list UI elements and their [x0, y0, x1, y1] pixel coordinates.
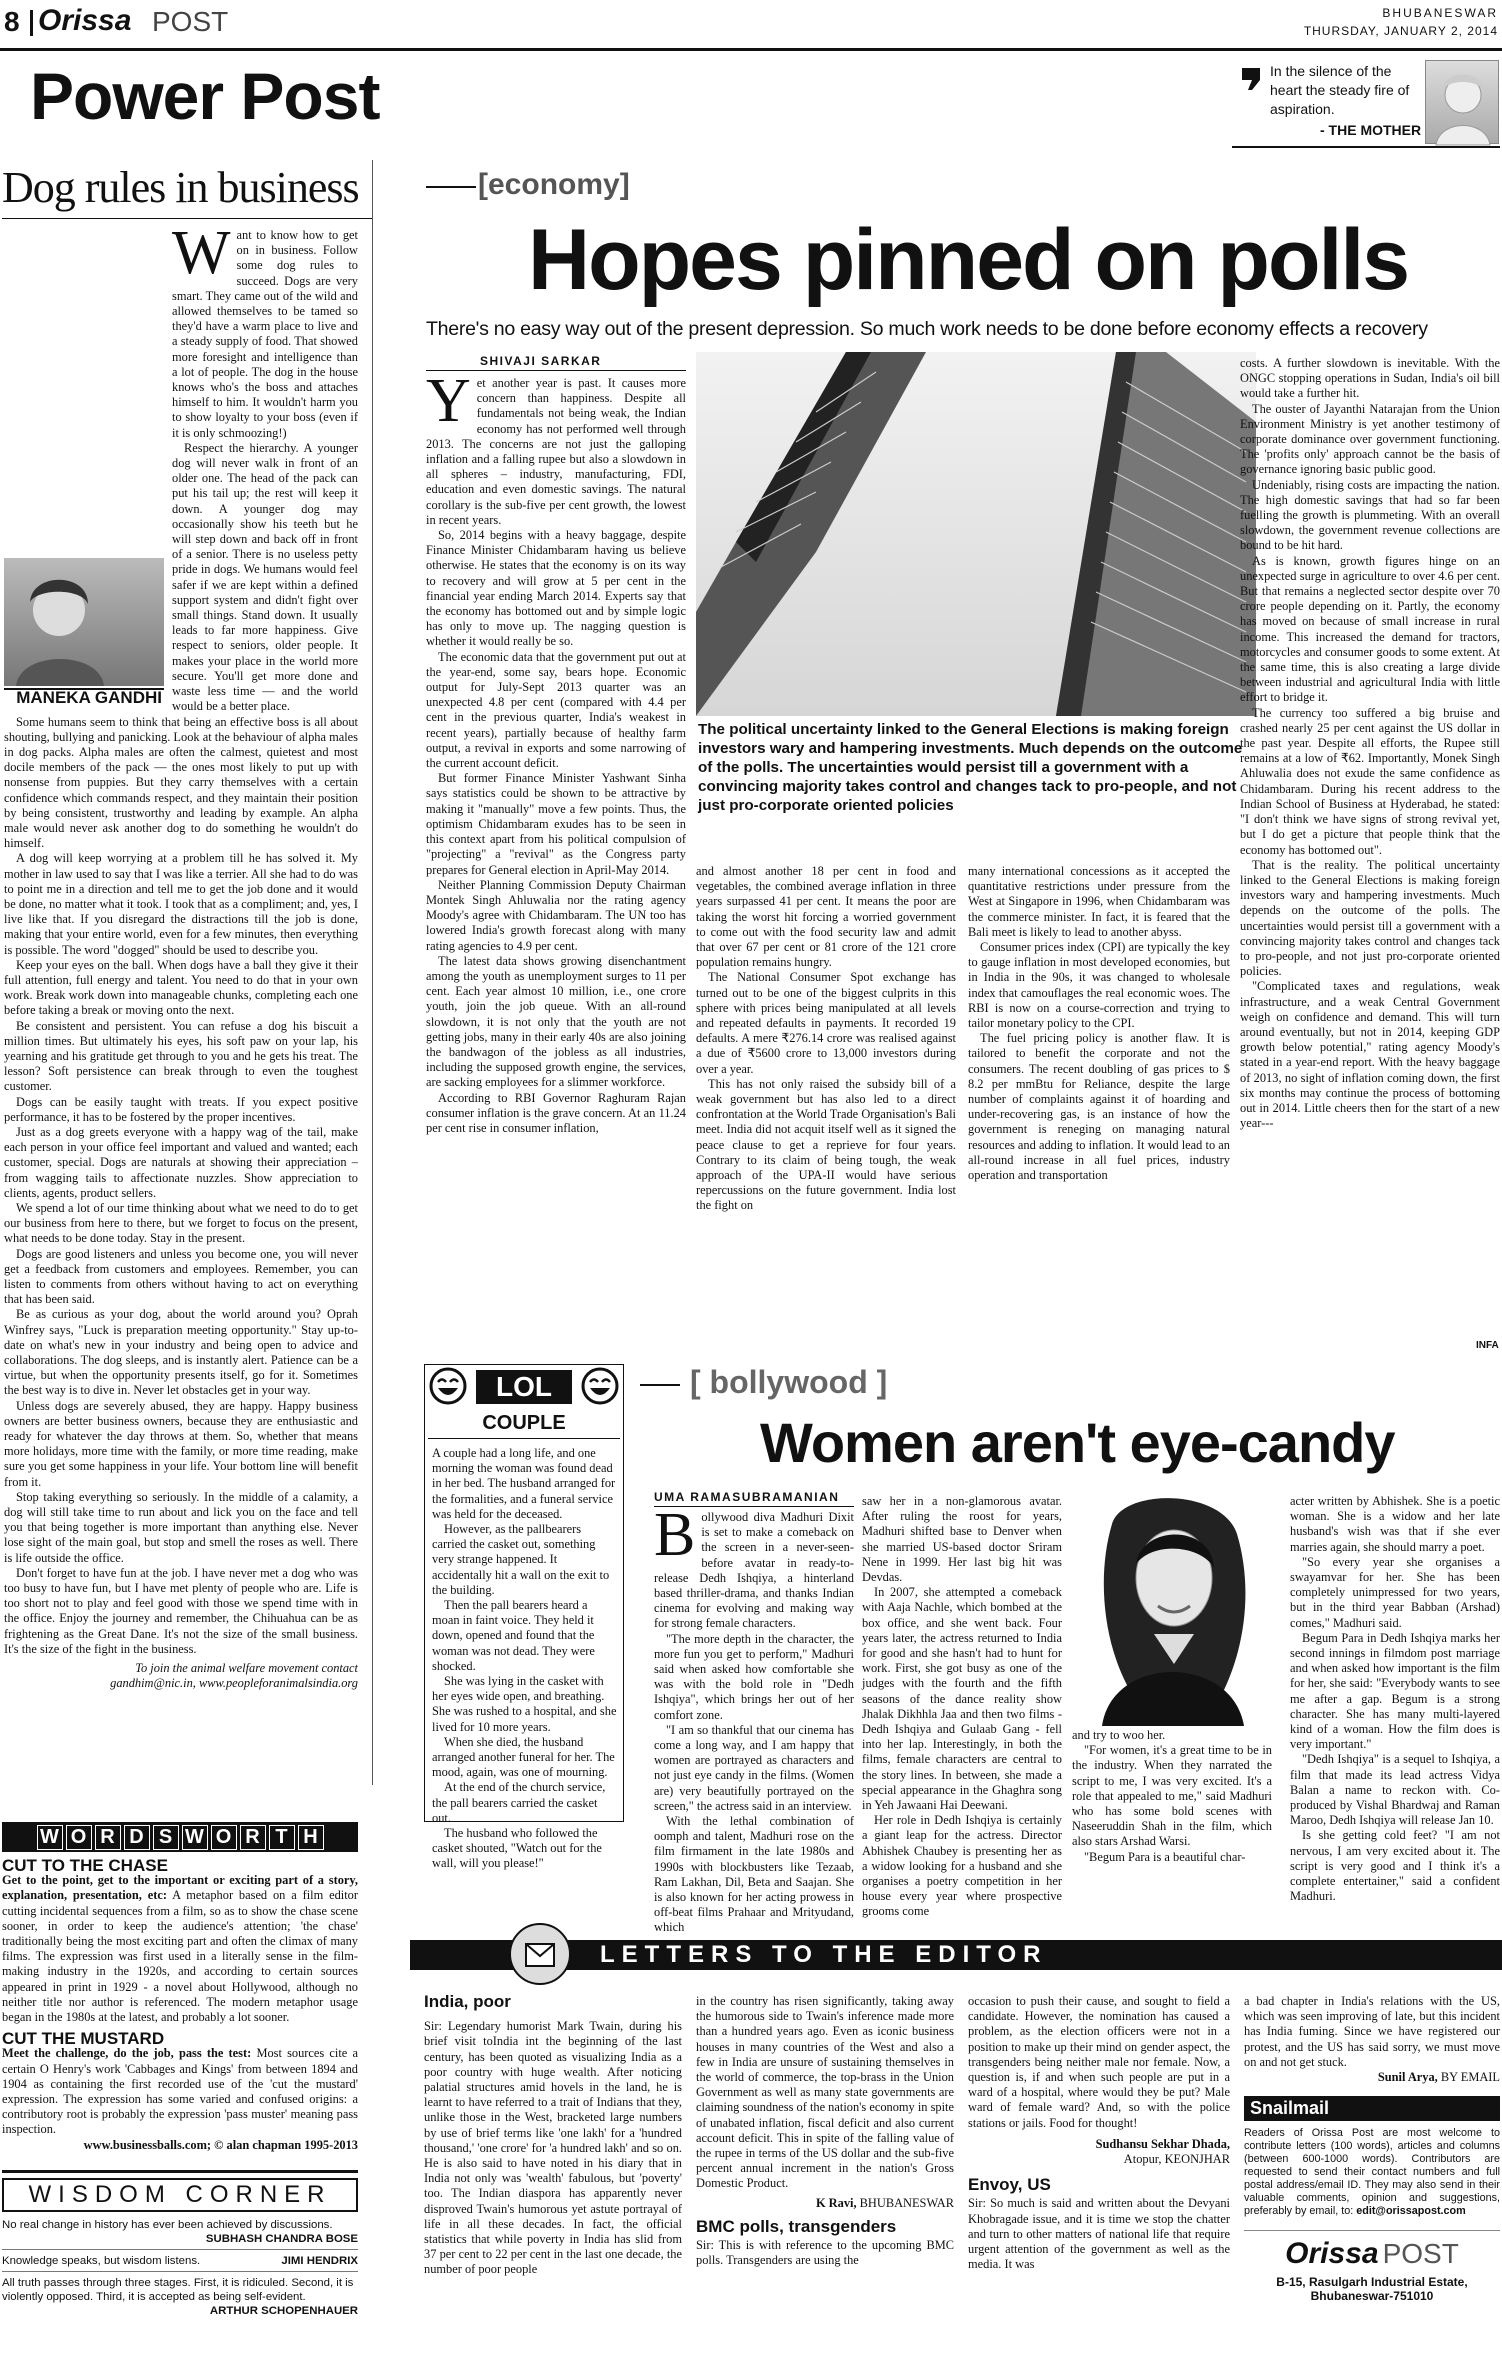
wordsworth-letter: R — [95, 1825, 121, 1850]
page-number: 8 — [4, 6, 20, 37]
lol-paragraph: However, as the pallbearers carried the casket out, something very strange happened. It accidentally hit a wall on the exit to the building. — [432, 1522, 610, 1597]
snailmail-brand-post: POST — [1382, 2238, 1459, 2269]
wordsworth-credit: www.businessballs.com; © alan chapman 1995-2013 — [83, 2137, 358, 2152]
bollywood-paragraph: Is she getting cold feet? "I am not nervous, I am very excited about it. The script is very good and I think it's a complete entertainer," said a confident Madhuri. — [1290, 1828, 1500, 1904]
economy-paragraph: Yet another year is past. It causes more concern than happiness. Despite all fundamentals not being weak, the Indian economy has not performed well through 2013. The concerns are not just the galloping inflation and a falling rupee but also a slowdown in all spheres – industry, manufacturing, FDI, education and even domestic savings. The natural corollary is the sub-five per cent growth, the lowest in recent years. — [426, 367, 686, 527]
letter-title: Envoy, US — [968, 2175, 1051, 2195]
economy-paragraph: The latest data shows growing disenchantment among the youth as unemployment surges to 11 per cent. Each year almost 10 million, i.e., one crore youth, join the job queue. With an all-round slowdown, it is not only that the youth are not getting jobs, many in their early 40s are also joining the bandwagon of the jobless as all industries, including the supposed growth engine, the services, are sacking employees for a slimmer workforce. — [426, 953, 686, 1090]
snailmail-text — [1244, 2127, 1500, 2218]
wordsworth-letter: H — [298, 1825, 324, 1850]
bollywood-paragraph: With the lethal combination of oomph and talent, Madhuri rose on the film firmament in the late 1980s and 1990s with blockbusters like Tezaab, Ram Lakhan, Dil, Beta and Saajan. She is also known for her acting prowess in off-beat films Prahaar and Mrityudand, which — [654, 1814, 854, 1935]
wordsworth-entry — [2, 2046, 358, 2137]
section-title: Power Post — [30, 59, 380, 133]
dog-signoff-contact: gandhim@nic.in, www.peopleforanimalsindia.org — [110, 1676, 358, 1691]
dog-paragraph: Some humans seem to think that being an effective boss is all about shouting, bullying and panicking. Look at the behaviour of alpha males in dog packs. Alpha males are often the calmest, quietest and most docile members of the pack — the ones most likely to put up with nonsense from puppies. But they carry themselves with a certain confidence which commands respect, and they maintain their position by being consistent, trustworthy and leading by example. An alpha male would never ask another dog to do something he wouldn't do himself. — [4, 714, 358, 851]
letter-signature: K Ravi, — [815, 2195, 857, 2210]
wordsworth-entry — [2, 1873, 358, 2025]
dog-paragraph: We spend a lot of our time thinking about what we need to do to get our business from here to there, but we forget to focus on the present, what needs to be done today. Stay in the present. — [4, 1201, 358, 1246]
wordsworth-text: Most sources cite a certain O Henry's work 'Cabbages and Kings' from between 1894 and 1904 as containing the first recorded use of the 'cut the mustard' expression. The expression has some varied and confused origins: a contributory root is probably the expression 'pass muster' meaning pass inspection. — [2, 2046, 358, 2137]
skyscraper-photo — [696, 352, 1256, 716]
page-masthead — [0, 0, 1502, 48]
laughing-face-icon — [580, 1366, 620, 1406]
snailmail-address-line2: Bhubaneswar-751010 — [1310, 2289, 1434, 2303]
bollywood-kicker-line — [640, 1384, 680, 1386]
wisdom-quote-author: SUBHASH CHANDRA BOSE — [2, 2232, 358, 2250]
bollywood-paragraph: "Begum Para is a beautiful char- — [1084, 1849, 1246, 1864]
bollywood-paragraph: saw her in a non-glamorous avatar. After ruling the roost for years, Madhuri shifted base to Denver when she married US-based doctor Sriram Nene in 1999. Her last big hit was Devdas. — [862, 1494, 1062, 1585]
bollywood-col-3 — [1072, 1728, 1272, 1864]
lol-body — [432, 1446, 618, 1872]
maneka-gandhi-photo — [4, 558, 164, 686]
lol-label: LOL — [476, 1370, 572, 1404]
wordsworth-letter: R — [240, 1825, 266, 1850]
wisdom-quote-text: Knowledge speaks, but wisdom listens. — [2, 2255, 201, 2267]
economy-col-3 — [968, 864, 1230, 1358]
wisdom-quote-author: ARTHUR SCHOPENHAUER — [209, 2305, 358, 2317]
letter-place: Atopur, KEONJHAR — [1123, 2152, 1230, 2167]
bollywood-paragraph: Begum Para in Dedh Ishqiya marks her second innings in filmdom post marriage and when asked how important is the film for her, she said: "Everybody wants to see me after a gap. Begum is a strong character. She has many multi-layered kind of a woman. How the film does is very important." — [1290, 1630, 1500, 1752]
quote-author: - THE MOTHER — [1320, 122, 1422, 138]
economy-paragraph: The economic data that the government put out at the year-end, some say, bears hope. Economic output for July-Sept 2013 quarter was an unexpected 4.8 per cent (compared with 4.4 per cent in the previous quarter, India's weakest in recent years), partially because of healthy farm output, a revival in exports and some narrowing of the current account deficit. — [426, 649, 686, 771]
letter-title: BMC polls, transgenders — [696, 2216, 897, 2236]
wordsworth-letter: O — [66, 1825, 92, 1850]
bollywood-col-1 — [654, 1501, 854, 1935]
dog-paragraph: Dogs are good listeners and unless you become one, you will never get a feedback from customers and employees. Remember, you can listen to comments from others without having to act on everything that has been said. — [4, 1246, 358, 1307]
quote-icon — [1240, 66, 1262, 92]
bollywood-paragraph: "So every year she organises a swayamvar for her. She has been completely unimpressed for two years, but in the third year Babban (Arshad) comes," Madhuri said. — [1290, 1554, 1500, 1630]
economy-col-2 — [696, 864, 956, 1358]
letter-place: BY EMAIL — [1440, 2070, 1500, 2085]
dog-paragraph: Don't forget to have fun at the job. I have never met a dog who was too busy to have fun, but I have met plenty of people who are. Life is too short not to play and feel good with those we spend time with in the office. Enjoy the journey and remember, the Chihuahua can be as frightening as the Great Dane. It's not the size of the small business. It's the size of the fight in the business. — [4, 1565, 358, 1656]
dog-byline: MANEKA GANDHI — [4, 688, 164, 705]
economy-paragraph: As is known, growth figures hinge on an unexpected surge in agriculture to over 4.6 per cent. But that remains a neglected sector despite over 70 crore people depending on it. Partly, the economy has moved on because of small increase in rural income. This increased the demand for tractors, motorcycles and consumer goods to some extent. At the same time, this is also creating a large divide between industrial and agricultural India with little effort to bridge it. — [1240, 553, 1500, 705]
bollywood-kicker-text: bollywood — [709, 1364, 868, 1400]
lol-paragraph: At the end of the church service, the pall bearers carried the casket out. — [432, 1780, 606, 1825]
bollywood-col-4 — [1290, 1494, 1500, 1904]
bollywood-paragraph: "For women, it's a great time to be in the industry. When they narrated the script to me, I was very excited. It's a role that appealed to me," said Madhuri who has some bold scenes with Naseeruddin Shah in the film, which also stars Arshad Warsi. — [1072, 1743, 1272, 1849]
the-mother-portrait — [1425, 60, 1499, 144]
bollywood-paragraph: acter written by Abhishek. She is a poetic woman. She is a widow and her late husband's wish was that if she ever marries again, she should marry a poet. — [1290, 1494, 1500, 1554]
dog-headline: Dog rules in business — [2, 163, 359, 212]
letter-signature: Sunil Arya, — [1377, 2070, 1438, 2085]
letters-col-2 — [696, 1994, 954, 2268]
madhuri-dixit-photo — [1072, 1494, 1272, 1726]
lol-paragraph: She was lying in the casket with her eyes wide open, and breathing. She was rushed to a hospital, and she lived for 10 more years. — [432, 1674, 617, 1734]
snailmail-body: Readers of Orissa Post are most welcome to contribute letters (100 words), articles and columns (between 600-1000 words). Contributors are requested to send their contact numbers and full postal address/email ID. They may also send in their valuable comments, opinion and suggestions, preferably by email, to: — [1244, 2127, 1500, 2217]
wisdom-quotes — [2, 2218, 358, 2318]
letter-signature: Sudhansu Sekhar Dhada, — [1095, 2136, 1230, 2151]
wordsworth-letter: O — [211, 1825, 237, 1850]
wordsworth-letter: S — [153, 1825, 179, 1850]
bollywood-paragraph: "Dedh Ishqiya" is a sequel to Ishqiya, a film that made its lead actress Vidya Balan a name to reckon with. Co-produced by Vishal Bhardwaj and Raman Maroo, Dedh Ishqiya will release Jan 10. — [1290, 1752, 1500, 1828]
letter-body: a bad chapter in India's relations with the US, which was seen improving of late, but this incident has India fuming. Since we have registered our protest, and the US has said sorry, we must move on and not get stuck. — [1244, 1994, 1500, 2069]
letter-place: BHUBANESWAR — [859, 2195, 954, 2210]
letter-body: Sir: This is with reference to the upcoming BMC polls. Transgenders are using the — [696, 2238, 954, 2268]
economy-paragraph: This has not only raised the subsidy bill of a weak government but has also led to a direct confrontation at the World Trade Organisation's Bali meet. India did not acquit itself well as it signed the peace clause to get a reprieve for four years. Contrary to its claim of being tough, the weak approach of the UPA-II would have serious repercussions on the future government. India lost the fight on — [696, 1076, 956, 1213]
economy-paragraph: The fuel pricing policy is another flaw. It is tailored to benefit the corporate and not the consumers. The recent doubling of gas prices to $ 8.2 per mmBtu for Reliance, despite the large number of complaints against it of hoarding and under-recovering gas, is an instance of how the government is reneging on managing natural resources and adding to inflation. It would lead to an all-round increase in all fuel prices, industry operation and transportation — [968, 1031, 1230, 1183]
dog-paragraph: Just as a dog greets everyone with a happy wag of the tail, make each person in your office feel important and valued and wanted; each customer, special. Dogs are naturals at showing their appreciation – from wagging tails to affectionate nuzzles. Show appreciation to clients, agents, product sellers. — [4, 1124, 358, 1200]
economy-paragraph: According to RBI Governor Raghuram Rajan consumer inflation is the grave concern. At an 11.24 per cent rise in consumer inflation, — [426, 1090, 686, 1135]
bollywood-paragraph: "The more depth in the character, the more fun you get to perform," Madhuri said when asked how comfortable she was with the bold role in "Dedh Ishqiya", which brings her out of her comfort zone. — [654, 1631, 854, 1722]
lol-title: COUPLE — [482, 1412, 566, 1434]
economy-paragraph: That is the reality. The political uncertainty linked to the General Elections is making foreign investors wary and hampering investments. Much depends on the outcome of the polls. The uncertainties would persist till a government with a convincing majority takes control and changes tack to pro-people, and not just pro-corporate oriented policies. — [1240, 857, 1500, 979]
wordsworth-letter: T — [269, 1825, 295, 1850]
bollywood-paragraph: and try to woo her. — [1072, 1728, 1166, 1742]
wisdom-banner — [2, 2178, 358, 2212]
letters-col-1 — [424, 1994, 682, 2278]
letters-col-3 — [968, 1994, 1230, 2272]
dog-paragraph: Dogs can be easily taught with treats. If you expect positive performance, it has to be fostered by the proper incentives. — [4, 1094, 358, 1124]
dog-article-body — [4, 219, 358, 1918]
letters-col-4 — [1244, 1994, 1500, 2085]
dog-paragraph: Keep your eyes on the ball. When dogs have a ball they give it their full attention, full energy and talent. You need to do that in your own work. Break work down into manageable chunks, completing each one before taking a break or moving onto the next. — [4, 957, 358, 1018]
economy-paragraph: The currency too suffered a big bruise and crashed nearly 25 per cent against the US dollar in the past year. Despite all efforts, the Rupee still remains at a low of ₹62. Importantly, Monek Singh Ahluwalia does not exude the same confidence as Chidambaram. During his recent address to the Indian School of Business at Hyderabad, he stated: "I don't think we have signs of strong revival yet, but I do get a picture that people think that the economy has bottomed out". — [1240, 705, 1500, 857]
wisdom-quote-author: JIMI HENDRIX — [2, 2254, 358, 2272]
bollywood-byline: UMA RAMASUBRAMANIAN — [654, 1490, 840, 1504]
economy-headline: Hopes pinned on polls — [528, 212, 1409, 308]
bollywood-kicker: [ bollywood ] — [690, 1364, 888, 1400]
brand-orissa: Orissa — [38, 4, 132, 37]
economy-byline: SHIVAJI SARKAR — [480, 354, 602, 368]
lol-paragraph: Then the pall bearers heard a moan in faint voice. They held it down, opened and found that the woman was not dead. They were shocked. — [432, 1598, 595, 1673]
wordsworth-letter: W — [37, 1825, 63, 1850]
dog-paragraph: A dog will keep worrying at a problem till he has solved it. My mother in law used to say that I was like a terrier. All she had to do was to point me in a direction and tell me to get the job done and it would be done, no matter what it took. I took that as a compliment; and, yes, I live like that. If you disregard the distractions till the job is done, making that your entire world, even for a few minutes, then everything is possible. The word "dogged" should be used to describe you. — [4, 851, 358, 957]
wordsworth-body — [2, 1858, 358, 2153]
masthead-city: BHUBANESWAR — [1382, 6, 1498, 20]
dog-paragraph: Be as curious as your dog, about the world around you? Oprah Winfrey says, "Luck is preparation meeting opportunity." Stay up-to-date on what's new in your industry and being open to advice and collaborations. The dog sleeps, and is instantly alert. Patience can be a virtue, but when the opportunity presents itself, go for it. Sometimes the best way is to dive in. Never let obstacles get in your way. — [4, 1307, 358, 1398]
masthead-date: THURSDAY, JANUARY 2, 2014 — [1303, 24, 1498, 38]
lol-title-rule — [428, 1438, 620, 1439]
wordsworth-text: A metaphor based on a film editor cutting incidental sequences from a film, so as to show the chase scene sooner, in order to keep the audience's attention; 'the chase' traditionally being the most exciting part and often the climax of many films. The expression was first used in a literally sense in the film-making industry in the 1920s, and according to certain sources appeared in print in 1929 - a novel about Hollywood, although no neither title nor author is referenced. The modern metaphor usage began in the 1980s at the latest, and probably a lot sooner. — [2, 1888, 358, 2025]
economy-paragraph: But former Finance Minister Yashwant Sinha says statistics could be shown to be attractive by making it "manually" move a few points. Thus, the optimism Chidambaram exudes has to be seen in this context apart from his political compulsion of "projecting" a "revival" as the Congress party prepares for General election in April-May 2014. — [426, 771, 686, 877]
dog-paragraph: Be consistent and persistent. You can refuse a dog his biscuit a million times. But ultimately his eyes, his soft paw on your lap, his yearning and his gratitude get through to you and he gets his treat. The lesson? Soft persistence can break through to even the toughest customer. — [4, 1018, 358, 1094]
masthead-divider — [30, 10, 33, 36]
economy-col-4 — [1240, 356, 1500, 1354]
economy-paragraph: Consumer prices index (CPI) are typically the key to gauge inflation in most developed economies, but in India in the 90s, it was changed to wholesale index that camouflages the real economic woes. The RBI is now on a course-correction and trying to tailor monetary policy to the CPI. — [968, 940, 1230, 1031]
bollywood-paragraph: Her role in Dedh Ishqiya is certainly a giant leap for the actress. Director Abhishek Chaubey is presenting her as a widow looking for a husband and she organises a poetry competition in her house every year where prospective grooms come — [862, 1813, 1062, 1919]
masthead-rule — [0, 48, 1502, 51]
snailmail-box — [1244, 2096, 1500, 2356]
snailmail-title: Snailmail — [1244, 2096, 1500, 2121]
bollywood-paragraph: Bollywood diva Madhuri Dixit is set to make a comeback on the screen in a never-seen-before avatar in ready-to-release Dedh Ishqiya, a hinterland based thriller-drama, and thanks Indian cinema for evolving and making way for strong female characters. — [654, 1501, 854, 1631]
economy-col-1 — [426, 367, 686, 1358]
letter-signature-line — [1244, 2070, 1500, 2085]
snailmail-address-line1: B-15, Rasulgarh Industrial Estate, — [1276, 2275, 1468, 2289]
economy-paragraph: many international concessions as it accepted the quantitative restrictions under pressure from the West at Singapore in 1996, when Chidambaram was the commerce minister. In fact, it is feared that the Bali meet is likely to lead to another abyss. — [968, 864, 1230, 939]
lol-paragraph: The husband who followed the casket shouted, "Watch out for the wall, will you please!" — [432, 1826, 602, 1871]
economy-deck: There's no easy way out of the present depression. So much work needs to be done before economy effects a recovery — [426, 318, 1428, 340]
letter-body: Sir: So much is said and written about the Devyani Khobragade issue, and it is time we stop the chatter and turn to other matters of national life that require urgent attention of the government as well as the media. It was — [968, 2196, 1230, 2272]
economy-paragraph: Neither Planning Commission Deputy Chairman Montek Singh Ahluwalia nor the rating agency Moody's agree with Chidambaram. The UN too has lowered India's growth forecast along with many rating agencies to 4.9 per cent. — [426, 877, 686, 953]
wordsworth-lead: Get to the point, get to the important or exciting part of a story, explanation, presentation, etc: — [2, 1873, 358, 1903]
wordsworth-letter: W — [182, 1825, 208, 1850]
letter-title: India, poor — [424, 1992, 511, 2011]
dog-signoff: To join the animal welfare movement contact — [135, 1661, 358, 1676]
economy-credit: INFA — [1476, 1340, 1499, 1351]
brand-post: POST — [152, 6, 229, 37]
economy-paragraph: and almost another 18 per cent in food and vegetables, the combined average inflation in three years surpassed 41 per cent. It means the poor are taking the worst hit forcing a worried government to come out with the food security law and admit that over 67 per cent or 81 crore of the 121 crore population remains hungry. — [696, 864, 956, 970]
wordsworth-heading: CUT THE MUSTARD — [2, 2029, 165, 2049]
economy-kicker: [economy] — [478, 168, 630, 201]
lol-paragraph: A couple had a long life, and one morning the woman was found dead in her bed. The husband arranged for the formalities, and a funeral service was held for the deceased. — [432, 1446, 616, 1521]
economy-paragraph: "Complicated taxes and regulations, weak infrastructure, and a weak Central Government weigh on confidence and demand. This will turn around eventually, but not in 2014, keeping GDP growth below potential," rating agency Moody's stated in a year-end report. With the heavy baggage of 2013, no sight of inflation coming down, the first six months may continue the process of bottoming out in 2014. Little cheers then for the start of a new year--- — [1240, 979, 1500, 1131]
wordsworth-letter: D — [124, 1825, 150, 1850]
economy-kicker-text: economy — [488, 168, 620, 201]
snailmail-email[interactable]: edit@orissapost.com — [1356, 2205, 1466, 2217]
economy-photo-caption: The political uncertainty linked to the General Elections is making foreign investors wary and hampering investments. Much depends on the outcome of the polls. The uncertainties would persist till a government with a convincing majority takes control and changes tack to pro-people, and not just pro-corporate oriented policies — [698, 721, 1243, 814]
maneka-gandhi-photo-box — [4, 558, 164, 708]
wordsworth-lead: Meet the challenge, do the job, pass the test: — [2, 2046, 252, 2061]
economy-paragraph: costs. A further slowdown is inevitable. With the ONGC stopping operations in Sudan, India's oil bill would take a further hit. — [1240, 356, 1500, 401]
snailmail-brand-orissa: Orissa — [1285, 2237, 1379, 2270]
letters-banner-title: LETTERS TO THE EDITOR — [600, 1941, 1048, 1968]
letter-signature-line — [696, 2196, 954, 2211]
dog-paragraph: Respect the hierarchy. A younger dog will never walk in front of an older one. The head of the pack can put his tail up; the rest will keep it down. A younger dog may occasionally show his teeth but he will step down and back off in front of a senior. There is no useless petty pride in dogs. We humans would feel safer if we are kept within a defined support system and didn't fight over small things. Stand down. It usually leads to far more happiness. Give respect to seniors, older people. It makes your place in the world more secure. You'll get more done and waste less time — and the world would be a better place. — [172, 440, 358, 714]
bollywood-col-2 — [862, 1494, 1062, 1919]
wordsworth-heading: CUT TO THE CHASE — [2, 1856, 168, 1875]
bollywood-paragraph: "I am so thankful that our cinema has come a long way, and I am happy that women are portrayed as characters and not just eye candy in the films. (Women are) very beautifully portrayed on the screen," the actress said in an interview. — [654, 1722, 854, 1813]
bollywood-paragraph: In 2007, she attempted a comeback with Aaja Nachle, which bombed at the box office, and she went back. Four years later, the actress returned to India for good and she hasn't had to hunt for work. First, she got busy as one of the judges with the fourth and the fifth seasons of the dance reality show Jhalak Dikhhla Jaa and then two films - Dedh Ishqiya and Gulaab Gang - fell into her lap. Interestingly, in both the films, female characters are central to the story lines. In between, she made a special appearance in the Ghaghra song in Yeh Jawaani Hai Deewani. — [862, 1585, 1062, 1813]
bollywood-headline: Women aren't eye-candy — [760, 1411, 1395, 1474]
quote-rule — [1232, 146, 1500, 148]
laughing-face-icon — [428, 1366, 468, 1406]
economy-kicker-line — [426, 186, 476, 188]
economy-paragraph: Undeniably, rising costs are impacting the nation. The high domestic savings that had so far been fuelling the growth is plummeting. With an overall slowdown, the government revenue collections are bound to be hit hard. — [1240, 477, 1500, 553]
envelope-icon — [500, 1922, 580, 1986]
column-divider — [372, 160, 373, 1785]
wordsworth-banner — [2, 1822, 358, 1852]
wisdom-banner-title: WISDOM CORNER — [28, 2181, 332, 2208]
letter-body: in the country has risen significantly, taking away the humorous side to Twain's inference made more than a hundred years ago. Even as iconic business houses in many countries of the West and also a few in India are unsure of sustaining themselves in the world of commerce, the top-brass in the Union Government as well as many state governments are claiming soundness of the nation's economy in spite of unabated inflation, fiscal deficit and also current account deficit. This in spite of the falling value of the rupee in terms of the US dollar and the sub-five percent annual increment in the nation's Gross Domestic Product. — [696, 1994, 954, 2191]
quote-text: In the silence of the heart the steady fire of aspiration. — [1270, 63, 1410, 117]
dog-paragraph: Stop taking everything so seriously. In the middle of a calamity, a dog will still take time to run about and lick you on the face and tell you that being together is more important than anything else. Never lose sight of the main goal, but stop and smell the roses as well. There is life outside the office. — [4, 1489, 358, 1565]
dog-paragraph: Want to know how to get on in business. Follow some dog rules to succeed. Dogs are very smart. They came out of the wild and allowed themselves to be tamed so they'd have a warm place to live and a steady supply of food. That showed more foresight and intelligence than a lot of people. The dog in the house knows who's the boss and attaches himself to him. It wouldn't harm you to show loyalty to your boss (even if it is only schmoozing!) — [172, 219, 358, 440]
economy-paragraph: The ouster of Jayanthi Natarajan from the Union Environment Ministry is yet another testimony of corporate dominance over government functioning. The 'profits only' approach cannot be the basis of governance ignoring basic public good. — [1240, 401, 1500, 477]
letter-body: Sir: Legendary humorist Mark Twain, during his brief visit toIndia int the beginning of the last century, has been quoted as visualizing India as a poor country with huge wealth. After noticing palatial structures amid hovels in the land, he is learnt to have referred to a trait of Indians that they, unlike those in the West, bracketed large numbers by use of brief terms like 'one lakh' for a 'hundred thousand,' 'one crore' for 'a hundred lakh' and so on. He is also said to have noted in his diary that in India not only was 'wealth' fabulous, but 'poverty' too. The Indian diaspora has apparently never disproved Twain's humorous yet astute portrayal of life in all these decades. In fact, the official statistics that while poverty in India has slid from 37 per cent to 22 per cent in the last one decade, the number of poor people — [424, 2019, 682, 2277]
wisdom-quote-text: All truth passes through three stages. First, it is ridiculed. Second, it is violently opposed. Third, it is accepted as being self-evident. — [2, 2277, 354, 2303]
wisdom-quote-text: No real change in history has ever been achieved by discussions. — [2, 2219, 333, 2231]
economy-paragraph: So, 2014 begins with a heavy baggage, despite Finance Minister Chidambaram having us believe otherwise. He states that the economy is on its way to recovery and will grow at 5 per cent in the financial year ending March 2014. Experts say that the economy has bottomed out and by simple logic has only to move up. The nagging question is whether it would really be so. — [426, 528, 686, 649]
dog-paragraph: Unless dogs are severely abused, they are happy. Happy business owners are better business owners, because they are enthusiastic and ready for whatever the day throws at them. So, whether that means more holidays, more time with the family, or more time reading, make sure you get some happiness in your life. Your bottom line will benefit from it. — [4, 1398, 358, 1489]
snailmail-logo — [1244, 2230, 1500, 2271]
lol-paragraph: When she died, the husband arranged another funeral for her. The mood, again, was one of mourning. — [432, 1734, 615, 1780]
economy-paragraph: The National Consumer Spot exchange has turned out to be one of the biggest culprits in this sphere with prices being manipulated at all levels and repeated defaults in payments. It recorded 19 defaults. A mere ₹276.14 crore was realised against a due of ₹5600 crore to 13,000 investors during over a year. — [696, 970, 956, 1076]
wisdom-top-rule — [2, 2170, 358, 2173]
letter-body: occasion to push their cause, and sought to field a candidate. However, the nomination has caused a problem, as the election officers were not in a position to make up their mind on gender aspect, the transgenders being neither male nor female. Now, a question is, if and when such people are put in a ward of a hospital, where would they be put? Male ward of female ward? And, so with the police stations or jails. Food for thought! — [968, 1994, 1230, 2130]
